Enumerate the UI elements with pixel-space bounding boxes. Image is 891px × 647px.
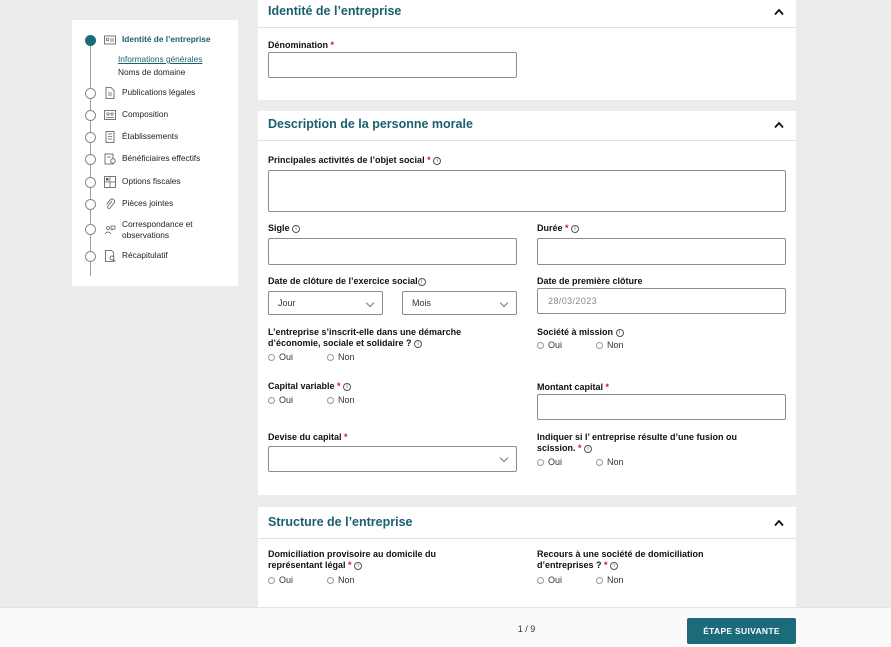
- step-label: Identité de l’entreprise: [122, 34, 211, 44]
- step-options-fiscales[interactable]: [85, 176, 181, 188]
- step-label: Publications légales: [122, 87, 196, 97]
- identite-panel-header[interactable]: [258, 0, 796, 28]
- radio-circle: [268, 577, 275, 584]
- step-dot-active: [85, 35, 96, 46]
- mois-select[interactable]: Mois: [402, 291, 517, 315]
- info-icon[interactable]: i: [418, 278, 426, 286]
- info-icon[interactable]: i: [433, 157, 441, 165]
- paperclip-icon: [104, 198, 116, 210]
- mission-non-radio[interactable]: Non: [596, 340, 624, 350]
- step-identite[interactable]: [85, 34, 211, 46]
- sigle-label: Sigle i: [268, 223, 300, 234]
- page-indicator: 1 / 9: [517, 624, 536, 634]
- substep-informations-generales[interactable]: Informations générales: [118, 54, 203, 64]
- mission-oui-radio[interactable]: Oui: [537, 340, 562, 350]
- activites-label: Principales activités de l’objet social * i: [268, 155, 441, 166]
- grid-icon: [104, 176, 116, 188]
- capital-variable-oui-radio[interactable]: Oui: [268, 395, 293, 405]
- sigle-input[interactable]: [268, 238, 517, 265]
- next-step-button[interactable]: ÉTAPE SUIVANTE: [687, 618, 796, 644]
- step-dot: [85, 199, 96, 210]
- step-label: Récapitulatif: [122, 250, 168, 260]
- info-icon[interactable]: i: [354, 562, 362, 570]
- montant-capital-input[interactable]: [537, 394, 786, 420]
- capital-variable-label: Capital variable * i: [268, 381, 351, 392]
- summary-icon: [104, 250, 116, 262]
- ess-label: L’entreprise s’inscrit-elle dans une démarche d’économie, sociale et solidaire ? i: [268, 327, 462, 348]
- structure-panel: [258, 507, 796, 607]
- identite-title: Identité de l’entreprise: [268, 4, 402, 18]
- premiere-cloture-label: Date de première clôture: [537, 276, 643, 286]
- recours-oui-radio[interactable]: Oui: [537, 575, 562, 585]
- cloture-label: Date de clôture de l’exercice social i: [268, 276, 426, 287]
- radio-circle: [596, 459, 603, 466]
- step-pieces-jointes[interactable]: [85, 198, 173, 210]
- ess-oui-radio[interactable]: Oui: [268, 352, 293, 362]
- step-label: Bénéficiaires effectifs: [122, 153, 201, 163]
- description-panel: [258, 111, 796, 495]
- denomination-input[interactable]: [268, 52, 517, 78]
- description-title: Description de la personne morale: [268, 117, 473, 131]
- jour-select[interactable]: Jour: [268, 291, 383, 315]
- chevron-up-icon[interactable]: [774, 519, 784, 527]
- document-icon: [104, 87, 116, 99]
- step-label: Correspondance et observations: [122, 219, 193, 240]
- info-icon[interactable]: i: [616, 329, 624, 337]
- duree-input[interactable]: [537, 238, 786, 265]
- step-dot: [85, 132, 96, 143]
- step-dot: [85, 177, 96, 188]
- step-label: Options fiscales: [122, 176, 181, 186]
- description-panel-header[interactable]: [258, 111, 796, 141]
- step-dot: [85, 224, 96, 235]
- denomination-label: Dénomination *: [268, 40, 335, 50]
- correspondence-icon: [104, 224, 116, 236]
- devise-select[interactable]: [268, 446, 517, 472]
- recours-non-radio[interactable]: Non: [596, 575, 624, 585]
- step-correspondance[interactable]: [85, 219, 204, 240]
- fusion-oui-radio[interactable]: Oui: [537, 457, 562, 467]
- radio-circle: [268, 397, 275, 404]
- activites-textarea[interactable]: [268, 170, 786, 212]
- domicile-oui-radio[interactable]: Oui: [268, 575, 293, 585]
- radio-circle: [596, 577, 603, 584]
- info-icon[interactable]: i: [414, 340, 422, 348]
- radio-circle: [537, 342, 544, 349]
- fusion-non-radio[interactable]: Non: [596, 457, 624, 467]
- devise-label: Devise du capital *: [268, 432, 348, 442]
- step-dot: [85, 251, 96, 262]
- radio-circle: [596, 342, 603, 349]
- info-icon[interactable]: i: [584, 445, 592, 453]
- radio-circle: [537, 577, 544, 584]
- beneficiaries-icon: [104, 153, 116, 165]
- identite-panel: [258, 0, 796, 100]
- step-publications[interactable]: [85, 87, 195, 99]
- chevron-up-icon[interactable]: [774, 8, 784, 16]
- radio-circle: [537, 459, 544, 466]
- people-card-icon: [104, 109, 116, 121]
- structure-title: Structure de l’entreprise: [268, 515, 413, 529]
- info-icon[interactable]: i: [292, 225, 300, 233]
- chevron-down-icon: [500, 299, 508, 307]
- substep-noms-de-domaine[interactable]: Noms de domaine: [118, 67, 186, 77]
- structure-panel-header[interactable]: [258, 507, 796, 539]
- radio-circle: [327, 397, 334, 404]
- info-icon[interactable]: i: [610, 562, 618, 570]
- id-card-icon: [104, 34, 116, 46]
- domicile-non-radio[interactable]: Non: [327, 575, 355, 585]
- fusion-label: Indiquer si l’ entreprise résulte d’une fusion ou scission. * i: [537, 432, 738, 453]
- step-beneficiaires[interactable]: [85, 153, 200, 165]
- domicile-label: Domiciliation provisoire au domicile du représentant légal * i: [268, 549, 437, 570]
- chevron-down-icon: [366, 299, 374, 307]
- premiere-cloture-input[interactable]: 28/03/2023: [537, 288, 786, 314]
- chevron-up-icon[interactable]: [774, 121, 784, 129]
- ess-non-radio[interactable]: Non: [327, 352, 355, 362]
- step-dot: [85, 88, 96, 99]
- step-etablissements[interactable]: [85, 131, 178, 143]
- step-dot: [85, 154, 96, 165]
- radio-circle: [327, 354, 334, 361]
- building-icon: [104, 131, 116, 143]
- step-label: Établissements: [122, 131, 179, 141]
- step-composition[interactable]: [85, 109, 168, 121]
- radio-circle: [327, 577, 334, 584]
- info-icon[interactable]: i: [571, 225, 579, 233]
- step-recapitulatif[interactable]: [85, 250, 168, 262]
- recours-label: Recours à une société de domiciliation d’entreprises ? * i: [537, 549, 704, 570]
- chevron-down-icon: [500, 454, 508, 462]
- footer-bar: [0, 607, 891, 647]
- radio-circle: [268, 354, 275, 361]
- info-icon[interactable]: i: [343, 383, 351, 391]
- mission-label: Société à mission i: [537, 327, 624, 338]
- step-label: Composition: [122, 109, 169, 119]
- capital-variable-non-radio[interactable]: Non: [327, 395, 355, 405]
- step-dot: [85, 110, 96, 121]
- duree-label: Durée * i: [537, 223, 579, 234]
- montant-capital-label: Montant capital *: [537, 382, 610, 392]
- step-label: Pièces jointes: [122, 198, 174, 208]
- step-sidebar: [72, 20, 238, 286]
